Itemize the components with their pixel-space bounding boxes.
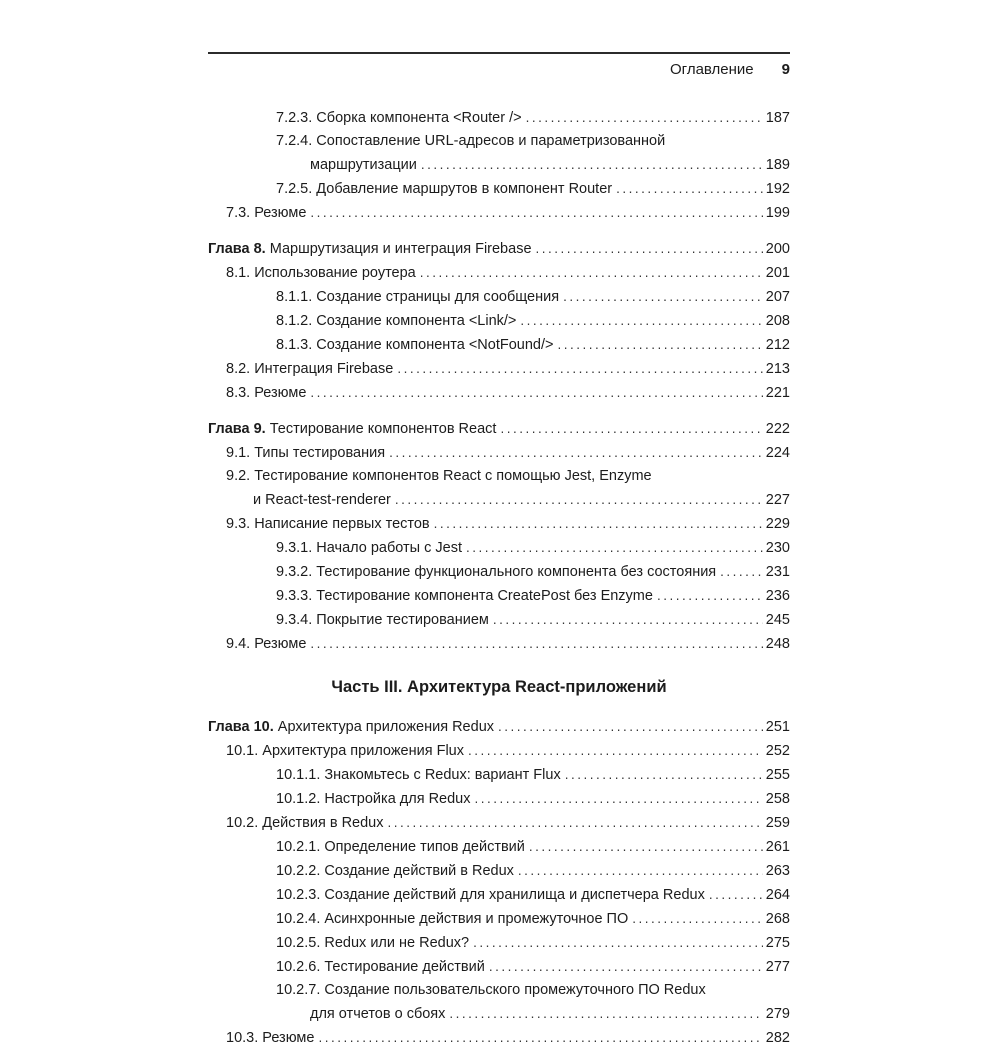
dot-leader bbox=[720, 560, 763, 584]
page-number: 221 bbox=[765, 385, 790, 401]
page-number: 248 bbox=[765, 636, 790, 652]
dot-leader bbox=[709, 883, 763, 907]
entry-text: маршрутизации bbox=[310, 157, 417, 173]
entry-text: 9.3.2. Тестирование функционального компонента без состояния bbox=[276, 564, 717, 580]
page-number: 275 bbox=[765, 935, 790, 951]
page-number: 213 bbox=[765, 361, 790, 377]
toc-entry bbox=[208, 1026, 790, 1050]
dot-leader bbox=[466, 536, 763, 560]
dot-leader bbox=[520, 309, 762, 333]
dot-leader bbox=[518, 859, 763, 883]
toc-entry bbox=[208, 632, 790, 656]
toc-entry bbox=[208, 739, 790, 763]
page-number: 208 bbox=[765, 313, 790, 329]
page-number: 236 bbox=[765, 588, 790, 604]
entry-text: и React-test-renderer bbox=[253, 492, 391, 508]
entry-text: 8.3. Резюме bbox=[226, 385, 307, 401]
toc-entry bbox=[208, 560, 790, 584]
toc-entry bbox=[208, 907, 790, 931]
entry-text: 8.1.3. Создание компонента <NotFound/> bbox=[276, 337, 554, 353]
page-number: 224 bbox=[765, 445, 790, 461]
page-number: 252 bbox=[765, 743, 790, 759]
entry-text: для отчетов о сбоях bbox=[310, 1006, 446, 1022]
dot-leader bbox=[395, 488, 763, 512]
toc-entry bbox=[208, 859, 790, 883]
toc-entry bbox=[208, 763, 790, 787]
toc-entry bbox=[208, 201, 790, 225]
chapter-entry bbox=[208, 237, 790, 261]
entry-text: 9.4. Резюме bbox=[226, 636, 307, 652]
dot-leader bbox=[310, 632, 762, 656]
toc-entry bbox=[208, 512, 790, 536]
toc-entry bbox=[208, 787, 790, 811]
part-heading: Часть III. Архитектура React-приложений bbox=[331, 678, 667, 696]
page-number: 245 bbox=[765, 612, 790, 628]
dot-leader bbox=[500, 417, 762, 441]
toc-entry bbox=[208, 955, 790, 979]
entry-text: 10.1. Архитектура приложения Flux bbox=[226, 743, 464, 759]
entry-text: 8.1. Использование роутера bbox=[226, 265, 416, 281]
chapter-entry bbox=[208, 417, 790, 441]
page-number: 192 bbox=[765, 181, 790, 197]
entry-text: 8.1.1. Создание страницы для сообщения bbox=[276, 289, 560, 305]
entry-text: 8.1.2. Создание компонента <Link/> bbox=[276, 313, 517, 329]
entry-text: 7.3. Резюме bbox=[226, 205, 307, 221]
page-number: 201 bbox=[765, 265, 790, 281]
dot-leader bbox=[397, 357, 762, 381]
page-number: 222 bbox=[765, 421, 790, 437]
entry-text: 9.3.3. Тестирование компонента CreatePost без Enzyme bbox=[276, 588, 653, 604]
dot-leader bbox=[498, 715, 763, 739]
page-number: 277 bbox=[765, 959, 790, 975]
header-title: Оглавление bbox=[670, 61, 754, 78]
page-number: 261 bbox=[765, 839, 790, 855]
dot-leader bbox=[420, 261, 763, 285]
toc-entry bbox=[208, 381, 790, 405]
toc-entry bbox=[208, 333, 790, 357]
page-number: 251 bbox=[765, 719, 790, 735]
toc-entry bbox=[208, 536, 790, 560]
dot-leader bbox=[557, 333, 762, 357]
page-number: 282 bbox=[765, 1030, 790, 1046]
chapter-entry bbox=[208, 715, 790, 739]
toc-entry bbox=[208, 811, 790, 835]
entry-text: 9.2. Тестирование компонентов React с помощью Jest, Enzyme bbox=[226, 468, 652, 484]
entry-text: 8.2. Интеграция Firebase bbox=[226, 361, 394, 377]
toc-entry bbox=[208, 309, 790, 333]
toc-entry bbox=[208, 261, 790, 285]
toc-entry bbox=[208, 931, 790, 955]
dot-leader bbox=[616, 177, 763, 201]
dot-leader bbox=[493, 608, 763, 632]
entry-text: 10.2.4. Асинхронные действия и промежуточное ПО bbox=[276, 911, 629, 927]
toc-entry bbox=[208, 883, 790, 907]
entry-text: 10.2.1. Определение типов действий bbox=[276, 839, 525, 855]
page-number: 229 bbox=[765, 516, 790, 532]
dot-leader bbox=[434, 512, 763, 536]
dot-leader bbox=[536, 237, 763, 261]
toc-entry bbox=[208, 106, 790, 130]
entry-text: 10.1.2. Настройка для Redux bbox=[276, 791, 471, 807]
entry-text: Глава 9. Тестирование компонентов React bbox=[208, 421, 497, 437]
entry-text: 10.2.2. Создание действий в Redux bbox=[276, 863, 514, 879]
book-page bbox=[208, 52, 790, 1050]
entry-text: Глава 10. Архитектура приложения Redux bbox=[208, 719, 495, 735]
dot-leader bbox=[389, 441, 763, 465]
page-number: 227 bbox=[765, 492, 790, 508]
toc-entry bbox=[208, 465, 790, 512]
dot-leader bbox=[565, 763, 763, 787]
page-number: 199 bbox=[765, 205, 790, 221]
page-number: 259 bbox=[765, 815, 790, 831]
dot-leader bbox=[526, 106, 763, 130]
entry-text: 10.2.6. Тестирование действий bbox=[276, 959, 485, 975]
toc-entry bbox=[208, 177, 790, 201]
dot-leader bbox=[529, 835, 763, 859]
running-head bbox=[208, 52, 790, 78]
entry-text: 10.2.5. Redux или не Redux? bbox=[276, 935, 470, 951]
entry-text: 10.2.7. Создание пользовательского промежуточного ПО Redux bbox=[276, 982, 706, 998]
entry-text: 9.3.4. Покрытие тестированием bbox=[276, 612, 489, 628]
dot-leader bbox=[473, 931, 763, 955]
entry-text: 7.2.3. Сборка компонента <Router /> bbox=[276, 110, 522, 126]
dot-leader bbox=[310, 381, 762, 405]
dot-leader bbox=[632, 907, 763, 931]
page-number: 264 bbox=[765, 887, 790, 903]
entry-text: 10.3. Резюме bbox=[226, 1030, 315, 1046]
dot-leader bbox=[475, 787, 763, 811]
dot-leader bbox=[318, 1026, 762, 1050]
toc-entry bbox=[208, 979, 790, 1026]
page-number: 200 bbox=[765, 241, 790, 257]
entry-text: Глава 8. Маршрутизация и интеграция Firebase bbox=[208, 241, 532, 257]
page-number: 212 bbox=[765, 337, 790, 353]
dot-leader bbox=[449, 1002, 762, 1026]
entry-text: 10.2. Действия в Redux bbox=[226, 815, 384, 831]
dot-leader bbox=[468, 739, 763, 763]
page-number: 189 bbox=[765, 157, 790, 173]
dot-leader bbox=[310, 201, 762, 225]
toc-list bbox=[208, 106, 790, 1050]
entry-text: 9.3.1. Начало работы с Jest bbox=[276, 540, 463, 556]
dot-leader bbox=[387, 811, 762, 835]
page-number: 279 bbox=[765, 1006, 790, 1022]
dot-leader bbox=[657, 584, 763, 608]
page-number: 207 bbox=[765, 289, 790, 305]
toc-entry bbox=[208, 285, 790, 309]
header-page-number: 9 bbox=[781, 61, 790, 78]
page-number: 255 bbox=[765, 767, 790, 783]
entry-text: 7.2.4. Сопоставление URL-адресов и параметризованной bbox=[276, 133, 666, 149]
dot-leader bbox=[489, 955, 763, 979]
page-number: 231 bbox=[765, 564, 790, 580]
page-number: 187 bbox=[765, 110, 790, 126]
dot-leader bbox=[421, 153, 763, 177]
page-number: 258 bbox=[765, 791, 790, 807]
toc-entry bbox=[208, 357, 790, 381]
toc-entry bbox=[208, 608, 790, 632]
page-number: 268 bbox=[765, 911, 790, 927]
entry-text: 9.3. Написание первых тестов bbox=[226, 516, 430, 532]
toc-entry bbox=[208, 130, 790, 177]
entry-text: 9.1. Типы тестирования bbox=[226, 445, 386, 461]
entry-text: 7.2.5. Добавление маршрутов в компонент Router bbox=[276, 181, 613, 197]
toc-entry bbox=[208, 441, 790, 465]
entry-text: 10.1.1. Знакомьтесь с Redux: вариант Flux bbox=[276, 767, 561, 783]
page-number: 230 bbox=[765, 540, 790, 556]
dot-leader bbox=[563, 285, 763, 309]
page-number: 263 bbox=[765, 863, 790, 879]
entry-text: 10.2.3. Создание действий для хранилища и диспетчера Redux bbox=[276, 887, 705, 903]
toc-entry bbox=[208, 835, 790, 859]
toc-entry bbox=[208, 584, 790, 608]
